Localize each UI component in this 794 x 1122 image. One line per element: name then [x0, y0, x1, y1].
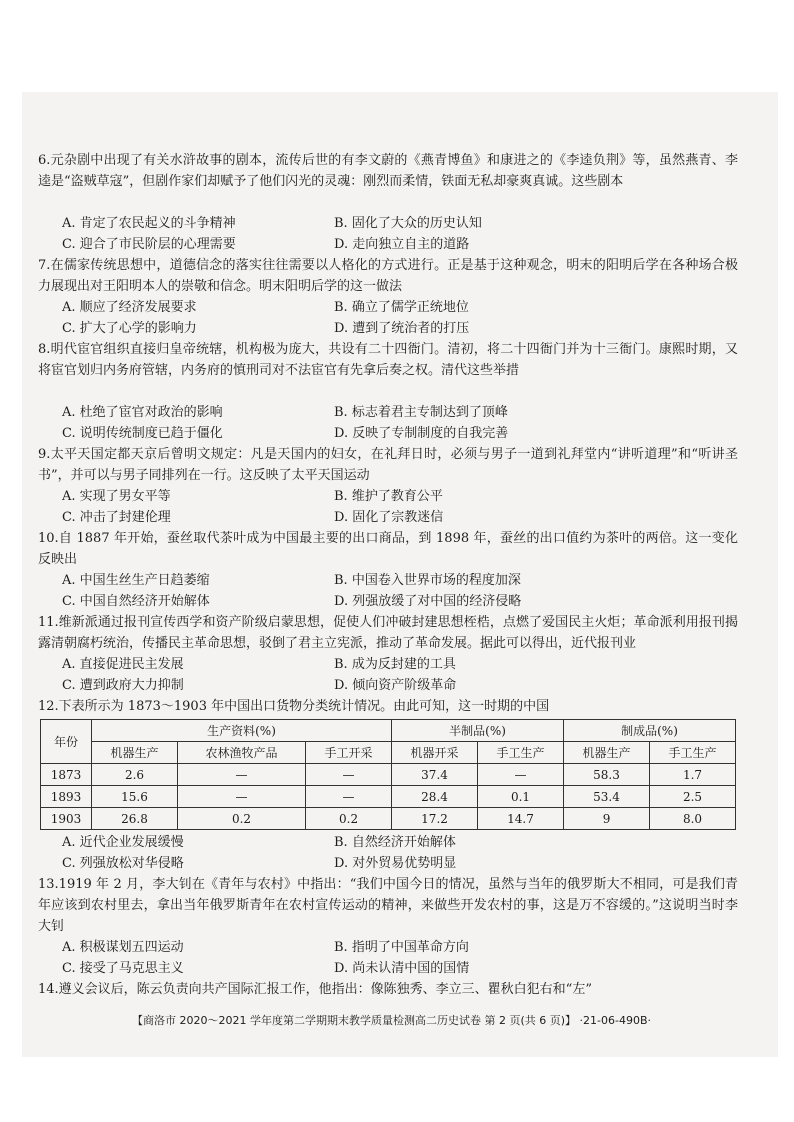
- question-8-stem: 8.明代宦官组织直接归皇帝统辖，机构极为庞大，共设有二十四衙门。清初，将二十四衙门并为十三衙门。康熙时期，又将宦官划归内务府管辖，内务府的慎刑司对不法宦官有先拿后奏之权。清代这些举措: [38, 342, 738, 378]
- table-cell: 0.2: [306, 808, 392, 830]
- question-7-option-a[interactable]: A. 顺应了经济发展要求: [62, 300, 197, 315]
- subheader: 手工开采: [306, 742, 392, 764]
- question-12-option-a[interactable]: A. 近代企业发展缓慢: [62, 835, 184, 850]
- table-cell: 14.7: [478, 808, 564, 830]
- question-11-option-d[interactable]: D. 倾向资产阶级革命: [334, 678, 457, 693]
- subheader: 机器生产: [92, 742, 178, 764]
- table-cell: —: [478, 764, 564, 786]
- table-cell: 15.6: [92, 786, 178, 808]
- subheader: 手工生产: [650, 742, 736, 764]
- question-9-option-b[interactable]: B. 维护了教育公平: [334, 489, 443, 504]
- table-cell: —: [177, 786, 305, 808]
- table-cell: 26.8: [92, 808, 178, 830]
- group-header-finished: 制成品(%): [564, 720, 736, 742]
- table-cell: 1873: [41, 764, 92, 786]
- question-10-stem: 10.自 1887 年开始，蚕丝取代茶叶成为中国最主要的出口商品，到 1898 年，蚕丝的出口值约为茶叶的两倍。这一变化反映出: [38, 531, 738, 567]
- table-cell: 28.4: [392, 786, 478, 808]
- question-10-option-d[interactable]: D. 列强放缓了对中国的经济侵略: [334, 594, 522, 609]
- page-footer: 【商洛市 2020～2021 学年度第二学期期末教学质量检测高二历史试卷 第 2 页(共 6 页)】 ·21-06-490B·: [132, 1014, 652, 1027]
- export-statistics-table: [40, 719, 736, 830]
- question-10-option-a[interactable]: A. 中国生丝生产日趋萎缩: [62, 573, 210, 588]
- subheader: 机器生产: [564, 742, 650, 764]
- question-13-option-c[interactable]: C. 接受了马克思主义: [62, 961, 184, 976]
- table-cell: —: [306, 764, 392, 786]
- table-cell: —: [177, 764, 305, 786]
- question-6-option-d[interactable]: D. 走向独立自主的道路: [334, 237, 470, 252]
- group-header-semi-finished: 半制品(%): [392, 720, 564, 742]
- question-12-option-b[interactable]: B. 自然经济开始解体: [334, 835, 456, 850]
- subheader: 机器开采: [392, 742, 478, 764]
- question-11-option-a[interactable]: A. 直接促进民主发展: [62, 657, 184, 672]
- question-9-option-c[interactable]: C. 冲击了封建伦理: [62, 510, 171, 525]
- table-cell: 1893: [41, 786, 92, 808]
- table-cell: 0.1: [478, 786, 564, 808]
- question-8-option-c[interactable]: C. 说明传统制度已趋于僵化: [62, 426, 223, 441]
- question-13-stem: 13.1919 年 2 月，李大钊在《青年与农村》中指出：“我们中国今日的情况，虽然与当年的俄罗斯大不相同，可是我们青年应该到农村里去，拿出当年俄罗斯青年在农村宣传运动的精神，来做些开发农村的事，这是万不容缓的。”这说明当时李大钊: [38, 877, 738, 934]
- table-cell: 1.7: [650, 764, 736, 786]
- table-cell: 1903: [41, 808, 92, 830]
- question-8-option-d[interactable]: D. 反映了专制制度的自我完善: [334, 426, 509, 441]
- question-12-option-c[interactable]: C. 列强放松对华侵略: [62, 856, 184, 871]
- question-8-option-a[interactable]: A. 杜绝了宦官对政治的影响: [62, 405, 223, 420]
- question-9-option-d[interactable]: D. 固化了宗教迷信: [334, 510, 444, 525]
- table-row: [41, 808, 736, 830]
- year-header: 年份: [41, 720, 92, 764]
- question-13-option-d[interactable]: D. 尚未认清中国的国情: [334, 961, 470, 976]
- table-cell: 2.5: [650, 786, 736, 808]
- question-8-option-b[interactable]: B. 标志着君主专制达到了顶峰: [334, 405, 508, 420]
- subheader: 农林渔牧产品: [177, 742, 305, 764]
- table-header-row: [41, 720, 736, 742]
- question-7-option-b[interactable]: B. 确立了儒学正统地位: [334, 300, 469, 315]
- table-cell: —: [306, 786, 392, 808]
- question-14-stem: 14.遵义会议后，陈云负责向共产国际汇报工作，他指出：像陈独秀、李立三、瞿秋白犯右和“左”: [38, 982, 592, 997]
- table-cell: 17.2: [392, 808, 478, 830]
- question-7-stem: 7.在儒家传统思想中，道德信念的落实往往需要以人格化的方式进行。正是基于这种观念，明末的阳明后学在各种场合极力展现出对王阳明本人的崇敬和信念。明末阳明后学的这一做法: [38, 258, 738, 294]
- table-row: [41, 764, 736, 786]
- table-cell: 9: [564, 808, 650, 830]
- table-cell: 2.6: [92, 764, 178, 786]
- question-7-option-c[interactable]: C. 扩大了心学的影响力: [62, 321, 197, 336]
- question-10-option-b[interactable]: B. 中国卷入世界市场的程度加深: [334, 573, 521, 588]
- question-13-option-b[interactable]: B. 指明了中国革命方向: [334, 940, 469, 955]
- group-header-means-of-production: 生产资料(%): [92, 720, 392, 742]
- question-6-option-a[interactable]: A. 肯定了农民起义的斗争精神: [62, 216, 236, 231]
- table-subheader-row: [41, 742, 736, 764]
- table-cell: 37.4: [392, 764, 478, 786]
- question-6-option-b[interactable]: B. 固化了大众的历史认知: [334, 216, 482, 231]
- question-7-option-d[interactable]: D. 遭到了统治者的打压: [334, 321, 470, 336]
- table-cell: 53.4: [564, 786, 650, 808]
- question-11-option-c[interactable]: C. 遭到政府大力抑制: [62, 678, 184, 693]
- question-11-stem: 11.维新派通过报刊宣传西学和资产阶级启蒙思想，促使人们冲破封建思想桎梏，点燃了爱国民主火炬；革命派利用报刊揭露清朝腐朽统治，传播民主革命思想，驳倒了君主立宪派，推动了革命发展。据此可以得出，近代报刊业: [38, 615, 738, 651]
- table-cell: 58.3: [564, 764, 650, 786]
- question-11-option-b[interactable]: B. 成为反封建的工具: [334, 657, 456, 672]
- question-12-stem: 12.下表所示为 1873～1903 年中国出口货物分类统计情况。由此可知，这一时期的中国: [38, 699, 550, 714]
- question-10-option-c[interactable]: C. 中国自然经济开始解体: [62, 594, 210, 609]
- table-cell: 8.0: [650, 808, 736, 830]
- question-12-option-d[interactable]: D. 对外贸易优势明显: [334, 856, 457, 871]
- table-cell: 0.2: [177, 808, 305, 830]
- question-6-stem: 6.元杂剧中出现了有关水浒故事的剧本，流传后世的有李文蔚的《燕青博鱼》和康进之的《李逵负荆》等，虽然燕青、李逵是“盗贼草寇”，但剧作家们却赋予了他们闪光的灵魂：刚烈而柔情，铁面无私却豪爽真诚。这些剧本: [38, 153, 738, 189]
- question-6-option-c[interactable]: C. 迎合了市民阶层的心理需要: [62, 237, 236, 252]
- question-13-option-a[interactable]: A. 积极谋划五四运动: [62, 940, 184, 955]
- table-row: [41, 786, 736, 808]
- question-9-stem: 9.太平天国定都天京后曾明文规定：凡是天国内的妇女，在礼拜日时，必须与男子一道到礼拜堂内“讲听道理”和“听讲圣书”，并可以与男子同排列在一行。这反映了太平天国运动: [38, 447, 738, 483]
- subheader: 手工生产: [478, 742, 564, 764]
- question-9-option-a[interactable]: A. 实现了男女平等: [62, 489, 171, 504]
